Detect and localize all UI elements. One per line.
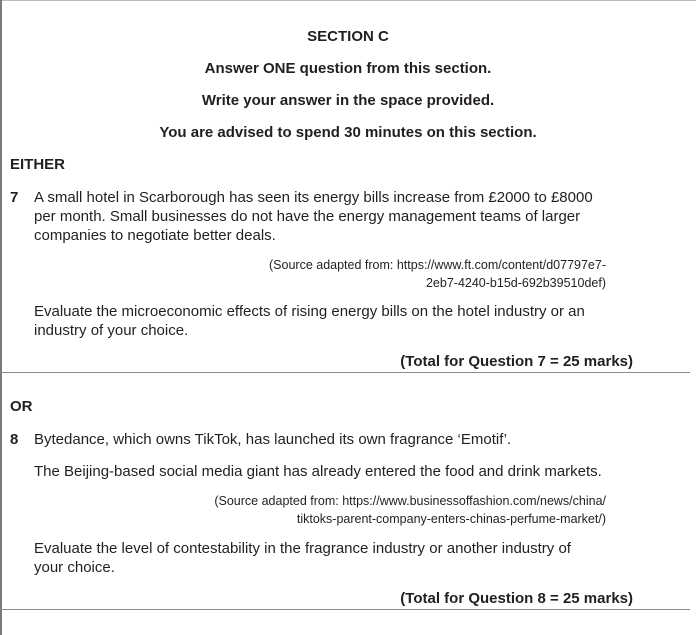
question-8-number: 8	[10, 431, 19, 448]
question-8-task-line-1: Evaluate the level of contestability in the fragrance industry or another industry of	[34, 540, 571, 557]
question-8-task-line-2: your choice.	[34, 559, 115, 576]
question-7-stimulus	[34, 188, 634, 245]
question-8-total: (Total for Question 8 = 25 marks)	[400, 590, 633, 607]
question-8-task	[34, 539, 634, 577]
question-8-divider	[0, 609, 690, 610]
question-7-stimulus-line-3: companies to negotiate better deals.	[34, 227, 276, 244]
question-7-task-line-2: industry of your choice.	[34, 322, 189, 339]
question-7-number: 7	[10, 189, 19, 206]
page-top-border	[0, 0, 696, 1]
instruction-answer-one: Answer ONE question from this section.	[204, 60, 492, 77]
question-7-source-line-1: (Source adapted from: https://www.ft.com/content/d07797e7-	[269, 258, 606, 272]
question-7-stimulus-line-1: A small hotel in Scarborough has seen its energy bills increase from £2000 to £8000	[34, 189, 593, 206]
either-label: EITHER	[10, 156, 66, 173]
question-7-task-line-1: Evaluate the microeconomic effects of rising energy bills on the hotel industry or an	[34, 303, 585, 320]
question-7-task	[34, 302, 634, 340]
section-title: SECTION C	[307, 28, 389, 45]
question-8-source-line-2: tiktoks-parent-company-enters-chinas-perfume-market/)	[296, 512, 606, 526]
instruction-time: You are advised to spend 30 minutes on this section.	[159, 124, 537, 141]
question-8-stimulus-2: The Beijing-based social media giant has already entered the food and drink markets.	[34, 463, 602, 480]
or-label: OR	[10, 398, 33, 415]
question-7-total: (Total for Question 7 = 25 marks)	[400, 353, 633, 370]
question-8-source-line-1: (Source adapted from: https://www.businessoffashion.com/news/china/	[214, 494, 606, 508]
question-7-stimulus-line-2: per month. Small businesses do not have the energy management teams of larger	[34, 208, 581, 225]
question-8-source	[136, 492, 606, 528]
question-7-source-line-2: 2eb7-4240-b15d-692b39510def)	[425, 276, 606, 290]
question-8-stimulus-1: Bytedance, which owns TikTok, has launched its own fragrance ‘Emotif’.	[34, 431, 512, 448]
question-7-source	[136, 256, 606, 292]
instruction-write-space: Write your answer in the space provided.	[201, 92, 495, 109]
question-7-divider	[0, 372, 690, 373]
